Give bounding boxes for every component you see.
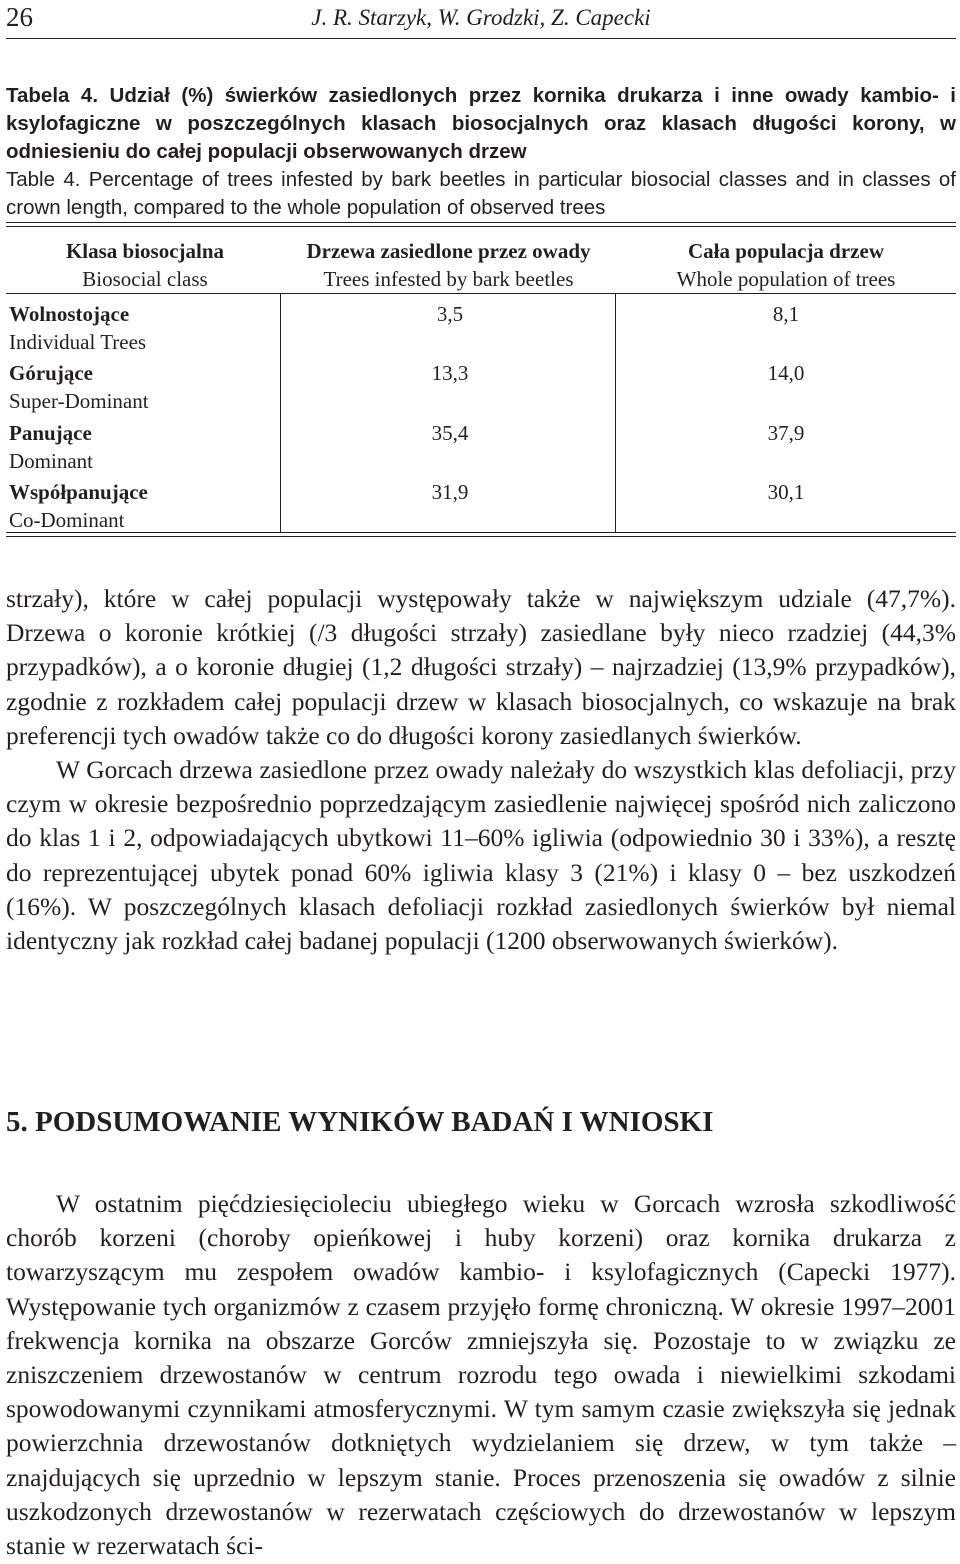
row-name-en: Individual Trees xyxy=(9,330,147,354)
header-authors: J. R. Starzyk, W. Grodzki, Z. Capecki xyxy=(311,5,651,30)
row-class-name xyxy=(9,419,93,475)
cell-whole: 37,9 xyxy=(767,421,805,445)
row-name-pl: Panujące xyxy=(9,421,92,445)
cell-whole: 8,1 xyxy=(772,302,800,326)
row-name-pl: Wolnostojące xyxy=(9,302,130,326)
cell-infested: 13,3 xyxy=(431,361,469,385)
column-header-en: Trees infested by bark beetles xyxy=(323,267,574,291)
body-paragraph: W ostatnim pięćdziesięcioleciu ubiegłego wieku w Gorcach wzrosła szkodliwość chorób korzeni (choroby opieńkowej i huby korzeni) oraz kornika drukarza z towarzyszącym mu zespołem owadów kambio- i ksylofagicznych (Capecki 1977). Występowanie tych organizmów z czasem przyjęło formę chroniczną. W okresie 1997–2001 frekwencja kornika na obszarze Gorców zmniejszyła się. Pozostaje to w związku ze zniszczeniem drzewostanów w centrum rozrodu tego owada i niewielkimi szkodami spowodowanymi czynnikami atmosferycznymi. W tym samym czasie zwiększyła się jednak powierzchnia drzewostanów dotkniętych wydzielaniem się drzew, w tym także – znajdujących się uprzednio w lepszym stanie. Proces przenoszenia się owadów z silnie uszkodzonych drzewostanów w rezerwatach częściowych do drzewostanów w lepszym stanie w rezerwatach ści- xyxy=(6,1189,956,1561)
table-row xyxy=(6,419,956,479)
body-paragraph: W Gorcach drzewa zasiedlone przez owady należały do wszystkich klas defoliacji, przy czym w okresie bezpośrednio poprzedzającym zasiedlenie najwięcej spośród nich zaliczono do klas 1 i 2, odpowiadających ubytkowi 11–60% igliwia (odpowiednio 30 i 33%), a resztę do reprezentującej ubytek ponad 60% igliwia klasy 3 (21%) i klasy 0 – bez uszkodzeń (16%). W poszczególnych klasach defoliacji rozkład zasiedlonych świerków był niemal identyczny jak rozkład całej badanej populacji (1200 obserwowanych świerków). xyxy=(6,755,956,956)
cell-infested: 3,5 xyxy=(436,302,464,326)
row-name-en: Dominant xyxy=(9,449,93,473)
table-row xyxy=(6,359,956,419)
section-heading: 5. PODSUMOWANIE WYNIKÓW BADAŃ I WNIOSKI xyxy=(6,1106,714,1138)
cell-infested: 31,9 xyxy=(431,480,469,504)
table-caption-en: Table 4. Percentage of trees infested by bark beetles in particular biosocial classes and in classes of crown length, compared to the whole population of observed trees xyxy=(6,168,956,219)
table-caption-pl: Tabela 4. Udział (%) świerków zasiedlonych przez kornika drukarza i inne owady kambio- i ksylofagiczne w poszczególnych klasach biosocjalnych oraz klasach długości korony, w odniesieniu do całej populacji obserwowanych drzew xyxy=(6,84,956,163)
row-name-pl: Górujące xyxy=(9,361,93,385)
body-paragraph: strzały), które w całej populacji występowały także w największym udziale (47,7%). Drzewa o koronie krótkiej (/3 długości strzały) zasiedlane były nieco rzadziej (44,3% przypadków), a o koronie długiej (1,2 długości strzały) – najrzadziej (13,9% przypadków), zgodnie z rozkładem całej populacji drzew w klasach biosocjalnych, co wskazuje na brak preferencji tych owadów także co do długości korony zasiedlanych świerków. xyxy=(6,584,956,750)
column-header-en: Whole population of trees xyxy=(676,267,896,291)
header-rule xyxy=(6,38,956,39)
column-header-infested xyxy=(285,237,612,293)
column-header-biosocial-class xyxy=(6,237,284,293)
cell-whole: 14,0 xyxy=(767,361,805,385)
section-body-text xyxy=(6,1187,956,1563)
body-text xyxy=(6,582,956,958)
column-header-whole-population xyxy=(616,237,956,293)
table-body xyxy=(6,294,956,532)
table-row xyxy=(6,478,956,538)
column-header-pl: Cała populacja drzew xyxy=(688,239,884,263)
row-name-pl: Współpanujące xyxy=(9,480,148,504)
row-class-name xyxy=(9,300,146,356)
running-header xyxy=(6,0,956,40)
row-class-name xyxy=(9,359,149,415)
table-row xyxy=(6,300,956,360)
page-number: 26 xyxy=(6,2,33,32)
cell-infested: 35,4 xyxy=(431,421,469,445)
column-header-en: Biosocial class xyxy=(82,267,208,291)
row-name-en: Super-Dominant xyxy=(9,389,149,413)
row-class-name xyxy=(9,478,148,534)
column-header-pl: Drzewa zasiedlone przez owady xyxy=(306,239,591,263)
cell-whole: 30,1 xyxy=(767,480,805,504)
data-table xyxy=(6,222,956,537)
column-header-pl: Klasa biosocjalna xyxy=(65,239,225,263)
row-name-en: Co-Dominant xyxy=(9,508,125,532)
table-header xyxy=(6,227,956,293)
